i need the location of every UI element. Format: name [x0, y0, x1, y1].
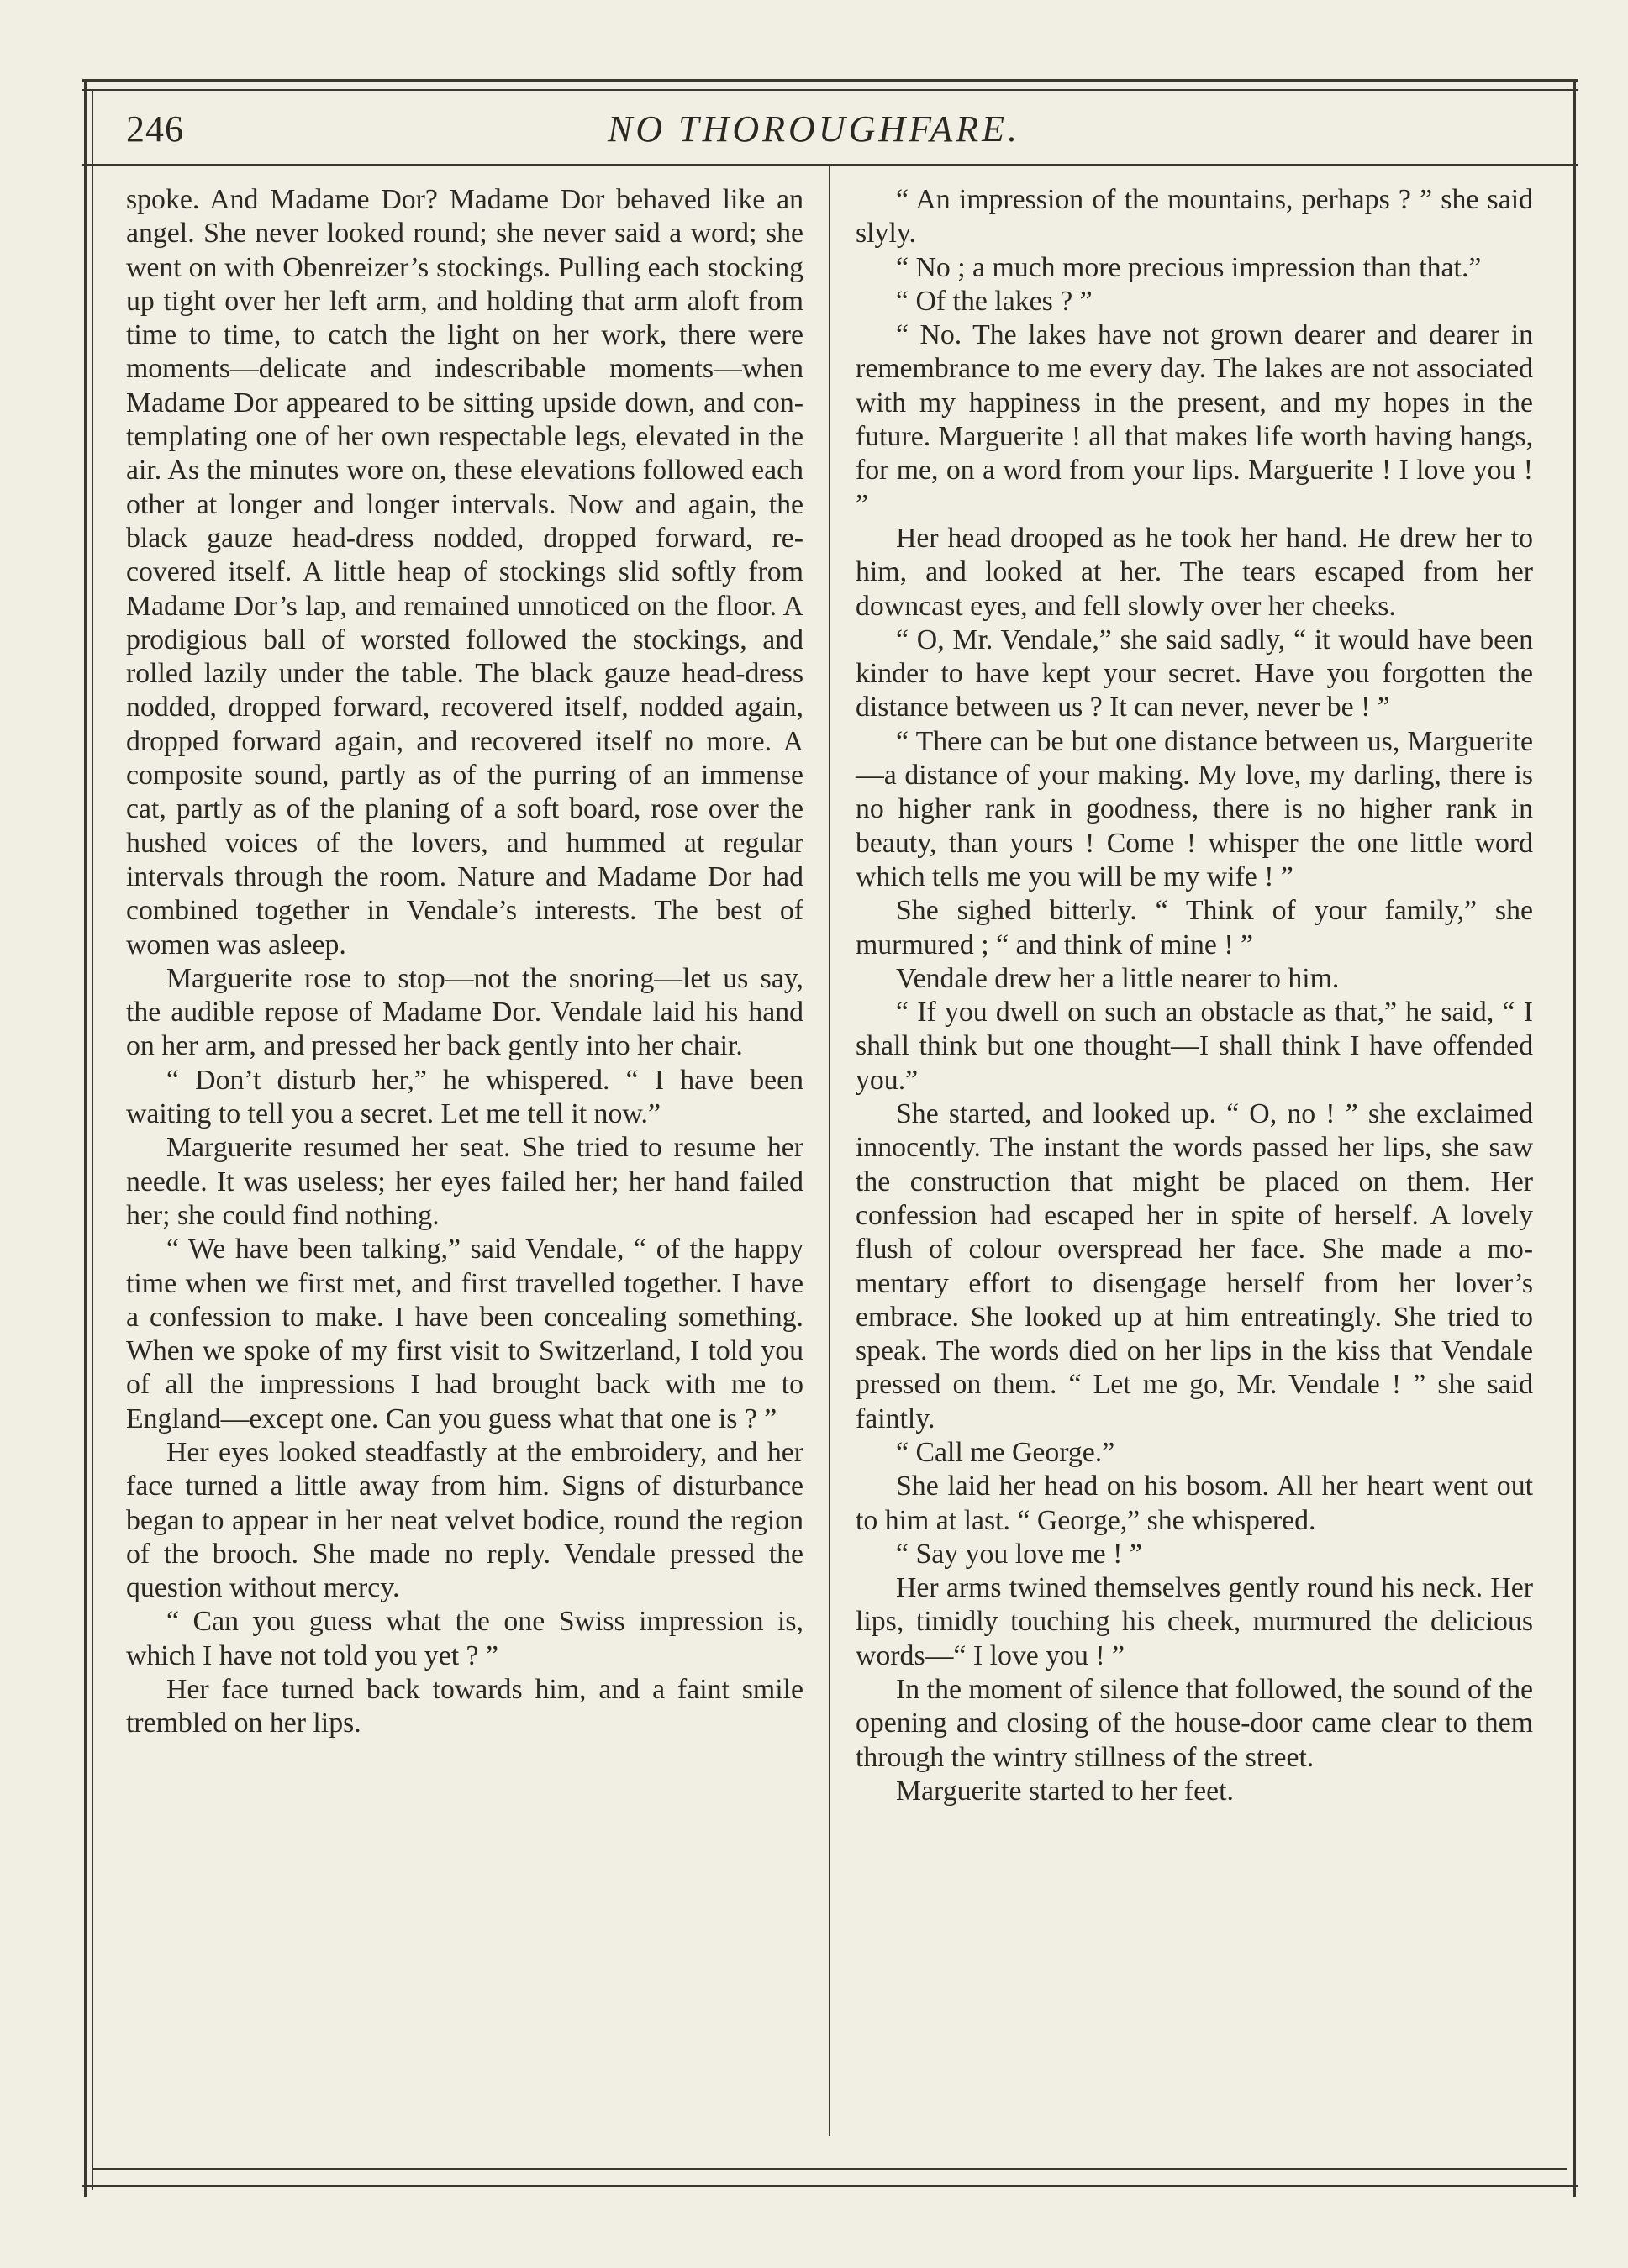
paragraph: Her face turned back towards him, and a faint smile trembled on her lips.	[126, 1674, 803, 1739]
paragraph: She laid her head on his bosom. All her heart went out to him at last. “ George,” she whispered.	[856, 1471, 1533, 1536]
paragraph: “ There can be but one distance between us, Marguerite—a distance of your making. My love, my darling, there is no higher rank in goodness, there is no higher rank in beauty, than yours ! Come ! whisper the one little word which tells me you will be my wife ! ”	[856, 725, 1533, 892]
header-rule	[82, 164, 1578, 166]
paragraph: Marguerite started to her feet.	[896, 1775, 1234, 1807]
paragraph: Her head drooped as he took her hand. He drew her to him, and looked at her. The tears escaped from her downcast eyes, and fell slowly over her cheeks.	[856, 522, 1533, 622]
bottom-inner-rule	[92, 2168, 1567, 2170]
paragraph: “ We have been talking,” said Vendale, “ of the happy time when we first met, and first travelled together. I have a confession to make. I have been concealing something. When we spoke of my first visit to Switzerland, I told you of all the impressions I had brought back with me to England—except one. Can you guess what that one is ? ”	[126, 1234, 803, 1434]
paragraph: Her eyes looked steadfastly at the embroidery, and her face turned a little away from him. Signs of disturbance began to appear in her neat velvet bodice, round the region of the brooch. She made no reply. Vendale pressed the question without mercy.	[126, 1436, 803, 1604]
paragraph: “ Don’t disturb her,” he whispered. “ I have been waiting to tell you a secret. Let me tell it now.”	[126, 1064, 803, 1130]
paragraph: Marguerite rose to stop—not the snoring—let us say, the audible repose of Madame Dor. Vendale laid his hand on her arm, and pressed her back gently into her chair.	[126, 962, 803, 1062]
column-divider-rule	[829, 166, 830, 2136]
paragraph: “ Of the lakes ? ”	[896, 285, 1093, 317]
paragraph: “ If you dwell on such an obstacle as that,” he said, “ I shall think but one thought—I shall think I have offended you.”	[856, 997, 1533, 1096]
paragraph: “ No. The lakes have not grown dearer and dearer in remembrance to me every day. The lakes are not associated with my happiness in the present, and my hopes in the future. Marguerite ! all that makes life worth having hangs, for me, on a word from your lips. Marguerite ! I love you ! ”	[856, 319, 1533, 520]
left-frame-rule	[84, 79, 87, 2197]
running-title: NO THOROUGHFARE.	[608, 108, 1020, 150]
left-column	[126, 183, 803, 1741]
paragraph: “ O, Mr. Vendale,” she said sadly, “ it would have been kinder to have kept your secret. Have you forgotten the distance between us ? It can never, never be ! ”	[856, 624, 1533, 724]
paragraph: “ Call me George.”	[896, 1436, 1115, 1468]
paragraph: spoke. And Madame Dor? Madame Dor behaved like an angel. She never looked round; she never said a word; she went on with Obenreizer’s stockings. Pulling each stocking up tight over her left arm, and holding that arm aloft from time to time, to catch the light on her work, there were moments—delicate and indescribable moments—when Madame Dor appeared to be sitting upside down, and contemplating one of her own respectable legs, elevated in the air. As the minutes wore on, these elevations followed each other at longer and longer intervals. Now and again, the black gauze head-dress nodded, dropped forward, recovered itself. A little heap of stockings slid softly from Madame Dor’s lap, and remained unnoticed on the floor. A prodigious ball of worsted followed the stockings, and rolled lazily under the table. The black gauze head-dress nodded, dropped forward, recovered itself, nodded again, dropped forward again, and recovered itself no more. A composite sound, partly as of the purring of an immense cat, partly as of the planing of a soft board, rose over the hushed voices of the lovers, and hummed at regular intervals through the room. Nature and Madame Dor had combined together in Vendale’s interests. The best of women was asleep.	[126, 184, 803, 960]
paragraph: She sighed bitterly. “ Think of your family,” she murmured ; “ and think of mine ! ”	[856, 895, 1533, 960]
bottom-outer-rule	[82, 2185, 1578, 2187]
page-number: 246	[126, 108, 184, 150]
paragraph: “ An impression of the mountains, perhaps ? ” she said slyly.	[856, 184, 1533, 250]
top-inner-rule	[82, 89, 1578, 91]
paragraph: “ No ; a much more precious impression than that.”	[896, 251, 1482, 283]
top-outer-rule	[82, 79, 1578, 82]
left-frame-inner-rule	[92, 89, 93, 2190]
paragraph: She started, and looked up. “ O, no ! ” she exclaimed innocently. The instant the words passed her lips, she saw the construction that might be placed on them. Her confession had escaped her in spite of herself. A lovely flush of colour overspread her face. She made a momentary effort to disengage herself from her lover’s embrace. She looked up at him entreatingly. She tried to speak. The words died on her lips in the kiss that Vendale pressed on them. “ Let me go, Mr. Vendale ! ” she said faintly.	[856, 1098, 1533, 1434]
paragraph: Vendale drew her a little nearer to him.	[896, 962, 1340, 994]
right-frame-rule	[1573, 79, 1576, 2197]
paragraph: Marguerite resumed her seat. She tried to resume her needle. It was useless; her eyes failed her; her hand failed her; she could find nothing.	[126, 1132, 803, 1231]
right-column	[856, 183, 1533, 1808]
paragraph: Her arms twined themselves gently round his neck. Her lips, timidly touching his cheek, murmured the delicious words—“ I love you ! ”	[856, 1572, 1533, 1671]
paragraph: In the moment of silence that followed, the sound of the opening and closing of the house-door came clear to them through the wintry stillness of the street.	[856, 1674, 1533, 1773]
paragraph: “ Say you love me ! ”	[896, 1538, 1142, 1570]
paragraph: “ Can you guess what the one Swiss impression is, which I have not told you yet ? ”	[126, 1606, 803, 1671]
